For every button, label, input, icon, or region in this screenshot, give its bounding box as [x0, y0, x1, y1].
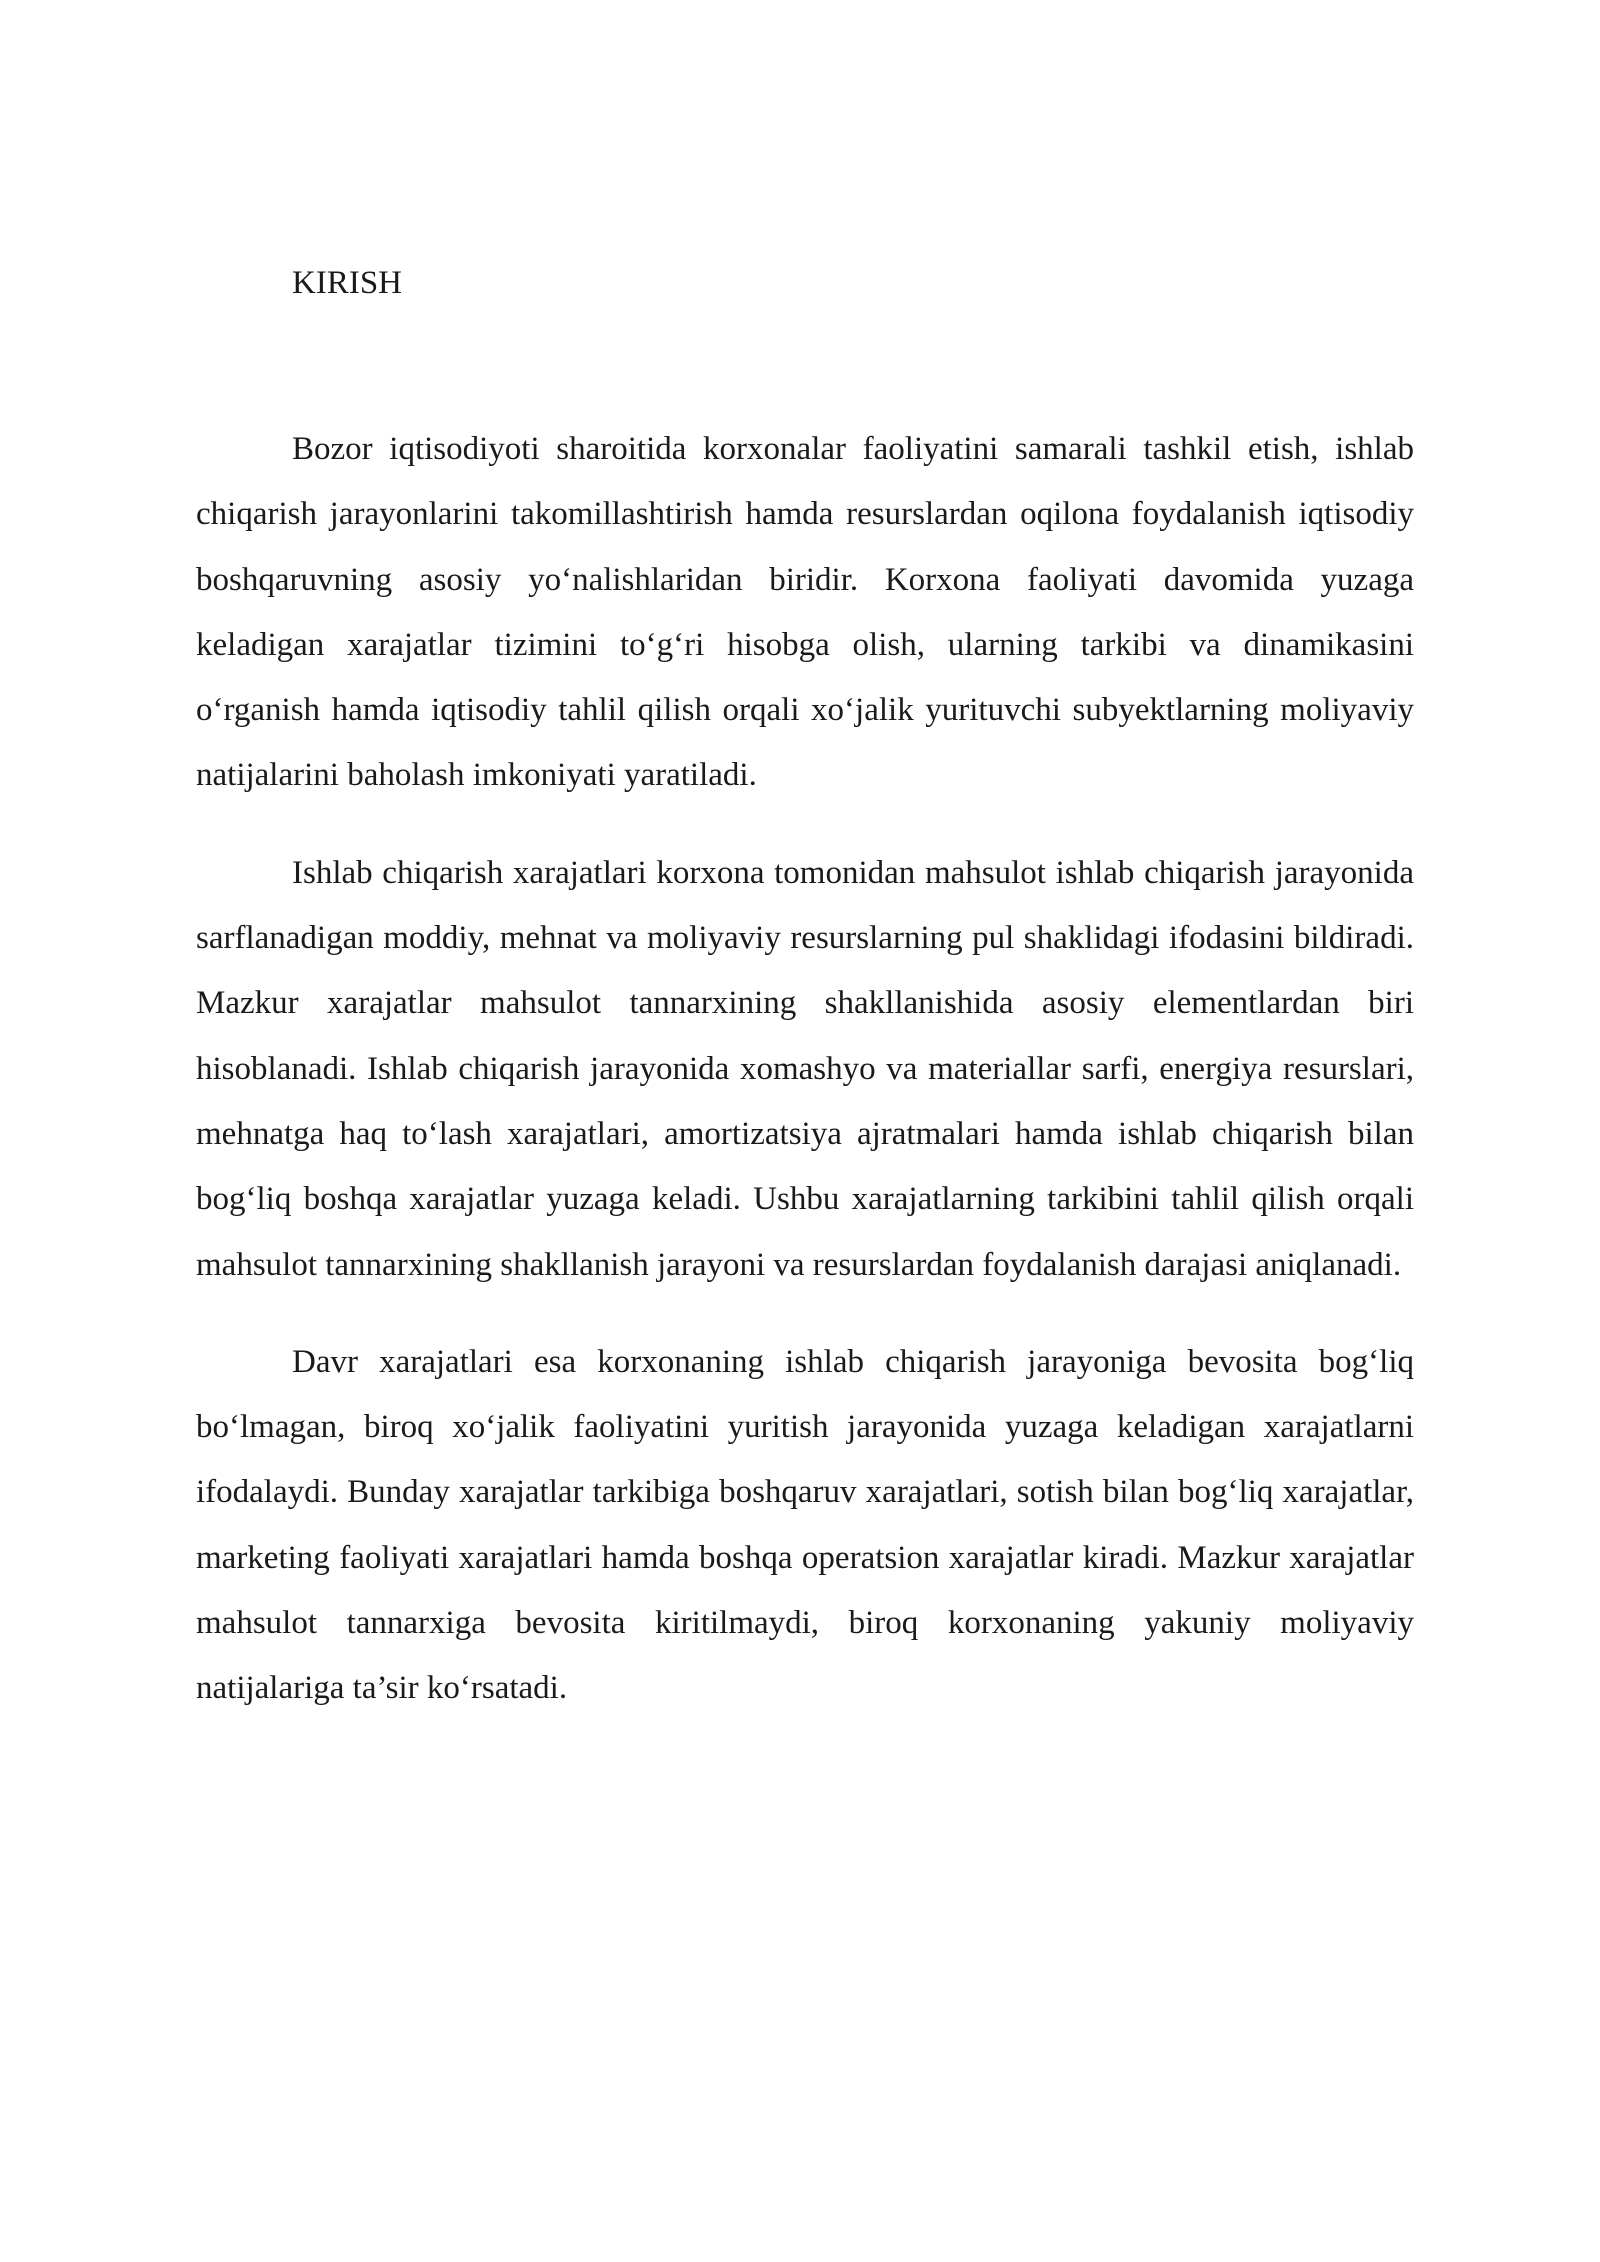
- section-heading: KIRISH: [292, 265, 403, 301]
- document-body: [196, 258, 1414, 1722]
- paragraph-period-costs: Davr xarajatlari esa korxonaning ishlab chiqarish jarayoniga bevosita bog‘liq bo‘lmagan, biroq xo‘jalik faoliyatini yuritish jarayonida yuzaga keladigan xarajatlarni ifodalaydi. Bunday xarajatlar tarkibiga boshqaruv xarajatlari, sotish bilan bog‘liq xarajatlar, marketing faoliyati xarajatlari hamda boshqa operatsion xarajatlar kiradi. Mazkur xarajatlar mahsulot tannarxiga bevosita kiritilmaydi, biroq korxonaning yakuniy moliyaviy natijalariga ta’sir ko‘rsatadi.: [196, 1343, 1414, 1707]
- paragraph-production-costs: Ishlab chiqarish xarajatlari korxona tomonidan mahsulot ishlab chiqarish jarayonida sarflanadigan moddiy, mehnat va moliyaviy resurslarning pul shaklidagi ifodasini bildiradi. Mazkur xarajatlar mahsulot tannarxining shakllanishida asosiy elementlardan biri hisoblanadi. Ishlab chiqarish jarayonida xomashyo va materiallar sarfi, energiya resurslari, mehnatga haq to‘lash xarajatlari, amortizatsiya ajratmalari hamda ishlab chiqarish bilan bog‘liq boshqa xarajatlar yuzaga keladi. Ushbu xarajatlarning tarkibini tahlil qilish orqali mahsulot tannarxining shakllanish jarayoni va resurslardan foydalanish darajasi aniqlanadi.: [196, 854, 1414, 1283]
- paragraph-intro: Bozor iqtisodiyoti sharoitida korxonalar faoliyatini samarali tashkil etish, ishlab chiqarish jarayonlarini takomillashtirish hamda resurslardan oqilona foydalanish iqtisodiy boshqaruvning asosiy yo‘nalishlaridan biridir. Korxona faoliyati davomida yuzaga keladigan xarajatlar tizimini to‘g‘ri hisobga olish, ularning tarkibi va dinamikasini o‘rganish hamda iqtisodiy tahlil qilish orqali xo‘jalik yurituvchi subyektlarning moliyaviy natijalarini baholash imkoniyati yaratiladi.: [196, 431, 1414, 794]
